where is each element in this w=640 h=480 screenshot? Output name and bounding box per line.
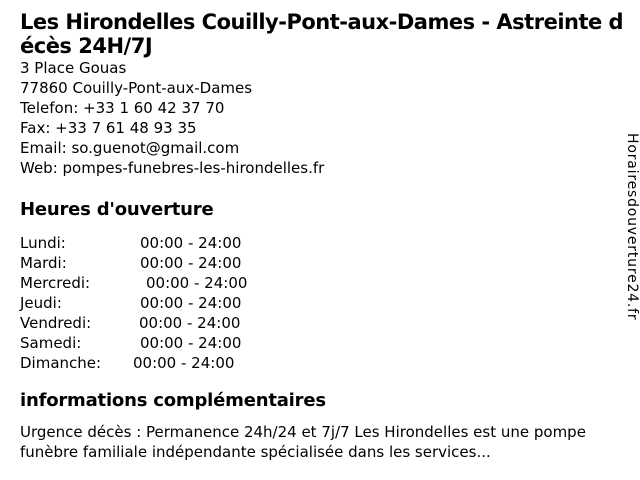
page-title [0,0,640,58]
hours-row-tuesday [20,253,640,273]
time-value: 00:00 - 24:00 [139,314,241,332]
day-label: Mercredi: [20,274,91,292]
time-value: 00:00 - 24:00 [140,234,242,252]
time-value: 00:00 - 24:00 [140,334,242,352]
address-city: 77860 Couilly-Pont-aux-Dames [20,79,253,97]
watermark-vertical-site-name: Horairesdouverture24.fr [624,133,640,321]
day-label: Samedi: [20,334,82,352]
hours-row-thursday [20,293,640,313]
hours-row-sunday [20,353,640,373]
time-value: 00:00 - 24:00 [140,254,242,272]
contact-block [20,58,640,178]
page-title-line-1: Les Hirondelles Couilly-Pont-aux-Dames - Astreinte d [20,10,624,34]
additional-info-text: Urgence décès : Permanence 24h/24 et 7j/7 Les Hirondelles est une pompe funèbre familiale indépendante spécialisée dans les services... [20,423,586,461]
time-value: 00:00 - 24:00 [140,294,242,312]
day-label: Dimanche: [20,354,102,372]
hours-row-saturday [20,333,640,353]
email-line: Email: so.guenot@gmail.com [20,139,240,157]
time-value: 00:00 - 24:00 [133,354,235,372]
day-label: Mardi: [20,254,67,272]
day-label: Vendredi: [20,314,92,332]
fax-line: Fax: +33 7 61 48 93 35 [20,119,197,137]
opening-hours-table [20,233,640,373]
phone-line: Telefon: +33 1 60 42 37 70 [20,99,225,117]
opening-hours-heading: Heures d'ouverture [20,199,214,220]
day-label: Lundi: [20,234,66,252]
day-label: Jeudi: [20,294,62,312]
time-value: 00:00 - 24:00 [146,274,248,292]
hours-row-wednesday [20,273,640,293]
additional-info-heading: informations complémentaires [20,390,326,411]
address-street: 3 Place Gouas [20,59,127,77]
page-title-line-2: écès 24H/7J [20,34,153,58]
website-line: Web: pompes-funebres-les-hirondelles.fr [20,159,325,177]
hours-row-monday [20,233,640,253]
hours-row-friday [20,313,640,333]
